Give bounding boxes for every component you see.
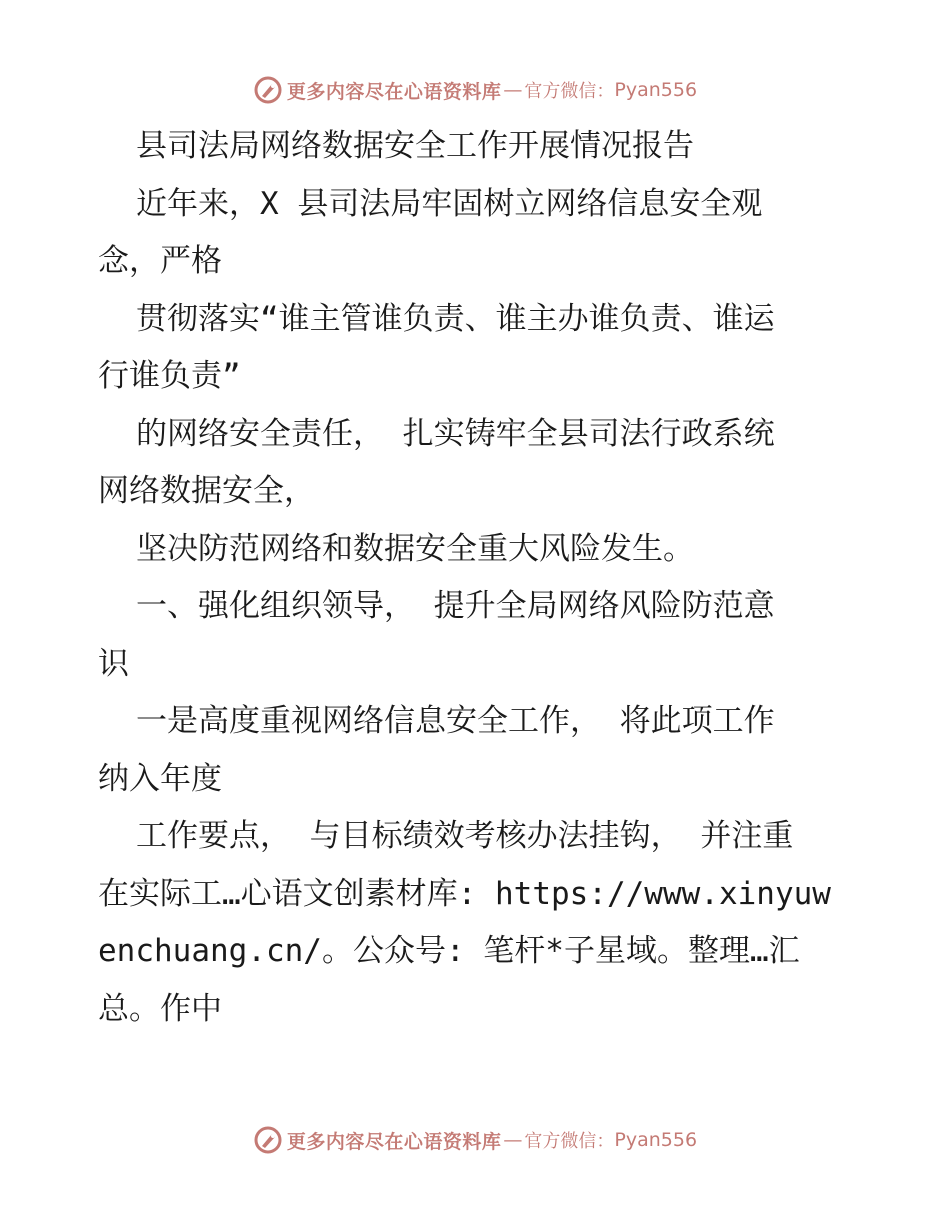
document-line: 念，严格 bbox=[98, 243, 222, 279]
watermark-main-text: 更多内容尽在心语资料库 bbox=[286, 1130, 502, 1153]
document-line: 总。作中 bbox=[98, 990, 222, 1027]
watermark-sub-text: 官方微信： bbox=[524, 81, 615, 102]
document-line: 在实际工…心语文创素材库: https://www.xinyuw bbox=[98, 875, 831, 912]
document-line: 的网络安全责任， 扎实铸牢全县司法行政系统 bbox=[136, 415, 775, 452]
watermark-separator: — bbox=[503, 1129, 523, 1151]
document-line: 贯彻落实“谁主管谁负责、谁主办谁负责、谁运 bbox=[136, 300, 775, 337]
document-line: 一是高度重视网络信息安全工作， 将此项工作 bbox=[136, 703, 775, 739]
document-line: 近年来，X 县司法局牢固树立网络信息安全观 bbox=[136, 185, 763, 222]
document-line: 坚决防范网络和数据安全重大风险发生。 bbox=[136, 530, 694, 567]
watermark-banner-bottom bbox=[0, 1120, 950, 1160]
document-line: enchuang.cn/。公众号: 笔杆*子星域。整理…汇 bbox=[98, 933, 800, 969]
document-line: 行谁负责” bbox=[98, 358, 241, 394]
document-line: 纳入年度 bbox=[98, 760, 222, 797]
watermark-separator: — bbox=[503, 79, 523, 101]
document-line: 识 bbox=[98, 645, 129, 682]
watermark-banner-top bbox=[0, 70, 950, 110]
pen-seal-logo-icon bbox=[253, 75, 283, 105]
document-title: 县司法局网络数据安全工作开展情况报告 bbox=[136, 128, 694, 164]
watermark-id: Pyan556 bbox=[614, 79, 698, 101]
watermark-main-text: 更多内容尽在心语资料库 bbox=[286, 80, 502, 103]
watermark-sub-text: 官方微信： bbox=[524, 1131, 615, 1152]
document-line: 一、强化组织领导， 提升全局网络风险防范意 bbox=[136, 588, 775, 624]
watermark-id: Pyan556 bbox=[614, 1129, 698, 1151]
pen-seal-logo-icon bbox=[253, 1125, 283, 1155]
document-line: 网络数据安全， bbox=[98, 473, 315, 509]
document-line: 工作要点， 与目标绩效考核办法挂钩， 并注重 bbox=[136, 818, 794, 854]
document-body bbox=[98, 118, 858, 1038]
